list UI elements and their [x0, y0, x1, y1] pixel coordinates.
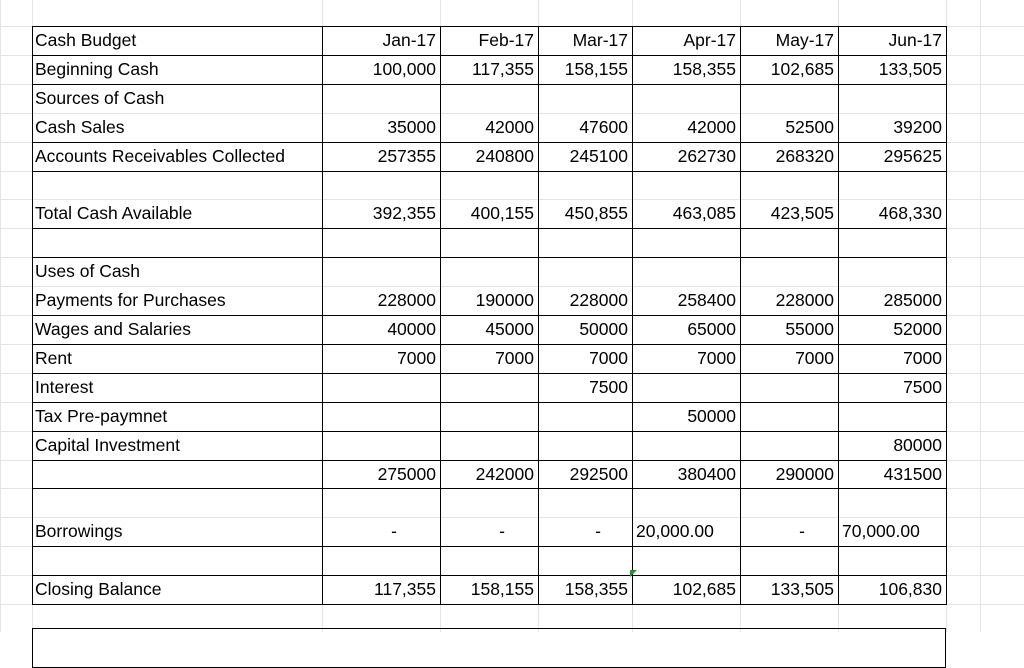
- sheet-title[interactable]: Cash Budget: [35, 30, 137, 50]
- row-label[interactable]: Tax Pre-paymnet: [35, 405, 168, 426]
- value-cell[interactable]: 100,000: [372, 58, 436, 79]
- month-header[interactable]: Jun-17: [888, 30, 942, 50]
- value-cell[interactable]: 117,355: [472, 58, 534, 79]
- value-cell[interactable]: [440, 488, 538, 516]
- value-cell[interactable]: 228000: [775, 290, 834, 311]
- gridline: [980, 0, 981, 632]
- value-cell[interactable]: [538, 257, 632, 285]
- value-cell[interactable]: 117,355: [374, 579, 436, 600]
- value-cell[interactable]: [632, 373, 740, 401]
- value-cell[interactable]: [632, 431, 740, 459]
- value-cell[interactable]: [740, 171, 838, 199]
- value-cell[interactable]: 228000: [377, 290, 436, 311]
- row-label[interactable]: Payments for Purchases: [35, 290, 226, 311]
- value-cell[interactable]: [838, 546, 946, 574]
- empty-text-box[interactable]: [32, 628, 946, 668]
- value-cell[interactable]: [838, 228, 946, 256]
- value-cell[interactable]: 158,155: [564, 58, 628, 79]
- value-cell[interactable]: 158,355: [672, 58, 736, 79]
- month-header[interactable]: Mar-17: [572, 30, 628, 50]
- value-cell[interactable]: 80000: [893, 434, 942, 455]
- value-cell[interactable]: -: [391, 521, 397, 542]
- value-cell[interactable]: 42000: [485, 116, 534, 137]
- value-cell[interactable]: 47600: [579, 116, 628, 137]
- value-cell[interactable]: 380400: [677, 463, 736, 484]
- value-cell[interactable]: 423,505: [770, 203, 834, 224]
- value-cell[interactable]: [440, 228, 538, 256]
- row-label[interactable]: Sources of Cash: [35, 87, 165, 108]
- value-cell[interactable]: 400,155: [470, 203, 534, 224]
- value-cell[interactable]: [538, 488, 632, 516]
- value-cell[interactable]: 7500: [589, 376, 628, 397]
- value-cell[interactable]: [538, 228, 632, 256]
- value-cell[interactable]: 295625: [883, 145, 942, 166]
- value-cell[interactable]: 35000: [387, 116, 436, 137]
- value-cell[interactable]: 52500: [785, 116, 834, 137]
- value-cell[interactable]: [440, 84, 538, 112]
- value-cell[interactable]: 431500: [883, 463, 942, 484]
- value-cell[interactable]: 258400: [677, 290, 736, 311]
- value-cell[interactable]: [440, 257, 538, 285]
- value-cell[interactable]: [838, 171, 946, 199]
- value-cell[interactable]: -: [499, 521, 505, 542]
- value-cell[interactable]: 7000: [589, 347, 628, 368]
- value-cell[interactable]: 275000: [377, 463, 436, 484]
- value-cell[interactable]: [632, 257, 740, 285]
- value-cell[interactable]: [838, 257, 946, 285]
- value-cell[interactable]: [838, 402, 946, 430]
- value-cell[interactable]: [632, 546, 740, 574]
- value-cell[interactable]: 240800: [475, 145, 534, 166]
- row-label[interactable]: Rent: [35, 347, 72, 368]
- row-label[interactable]: Capital Investment: [35, 434, 180, 455]
- value-cell[interactable]: 70,000.00: [842, 521, 920, 542]
- value-cell[interactable]: 262730: [677, 145, 736, 166]
- value-cell[interactable]: 190000: [475, 290, 534, 311]
- value-cell[interactable]: 285000: [883, 290, 942, 311]
- value-cell[interactable]: 133,505: [878, 58, 942, 79]
- row-label[interactable]: Uses of Cash: [35, 261, 141, 282]
- value-cell[interactable]: 40000: [387, 319, 436, 339]
- row-label[interactable]: Borrowings: [35, 521, 123, 542]
- value-cell[interactable]: 7500: [903, 376, 942, 397]
- value-cell[interactable]: 257355: [377, 145, 436, 166]
- value-cell[interactable]: [322, 84, 440, 112]
- value-cell[interactable]: 50000: [687, 405, 736, 426]
- value-cell[interactable]: [740, 373, 838, 401]
- value-cell[interactable]: 65000: [687, 319, 736, 339]
- value-cell[interactable]: [838, 488, 946, 516]
- value-cell[interactable]: 228000: [569, 290, 628, 311]
- row-label[interactable]: [32, 488, 322, 516]
- row-label[interactable]: [32, 228, 322, 256]
- value-cell[interactable]: [440, 171, 538, 199]
- month-header[interactable]: Feb-17: [478, 30, 534, 50]
- value-cell[interactable]: 392,355: [372, 203, 436, 224]
- value-cell[interactable]: [322, 488, 440, 516]
- value-cell[interactable]: [740, 257, 838, 285]
- value-cell[interactable]: 106,830: [878, 579, 942, 600]
- row-label[interactable]: [32, 460, 322, 488]
- value-cell[interactable]: 20,000.00: [636, 521, 714, 542]
- value-cell[interactable]: 450,855: [564, 203, 628, 224]
- value-cell[interactable]: 55000: [785, 319, 834, 339]
- value-cell[interactable]: 7000: [697, 347, 736, 368]
- value-cell[interactable]: 102,685: [672, 579, 736, 600]
- value-cell[interactable]: [322, 402, 440, 430]
- row-label[interactable]: Cash Sales: [35, 116, 125, 137]
- value-cell[interactable]: 7000: [903, 347, 942, 368]
- row-label[interactable]: Wages and Salaries: [35, 319, 191, 339]
- value-cell[interactable]: [440, 373, 538, 401]
- value-cell[interactable]: [440, 431, 538, 459]
- value-cell[interactable]: 268320: [775, 145, 834, 166]
- value-cell[interactable]: -: [799, 521, 805, 542]
- value-cell[interactable]: 133,505: [770, 579, 834, 600]
- value-cell[interactable]: [740, 228, 838, 256]
- month-header[interactable]: Apr-17: [683, 30, 736, 50]
- value-cell[interactable]: 50000: [579, 319, 628, 339]
- value-cell[interactable]: 468,330: [878, 203, 942, 224]
- value-cell[interactable]: [632, 84, 740, 112]
- row-label[interactable]: Total Cash Available: [35, 203, 193, 224]
- value-cell[interactable]: [632, 228, 740, 256]
- value-cell[interactable]: [538, 402, 632, 430]
- row-label[interactable]: Interest: [35, 376, 94, 397]
- value-cell[interactable]: [538, 84, 632, 112]
- month-header[interactable]: Jan-17: [382, 30, 436, 50]
- value-cell[interactable]: [322, 546, 440, 574]
- value-cell[interactable]: 7000: [397, 347, 436, 368]
- value-cell[interactable]: [838, 84, 946, 112]
- row-label[interactable]: Closing Balance: [35, 579, 162, 600]
- value-cell[interactable]: [538, 171, 632, 199]
- value-cell[interactable]: [740, 84, 838, 112]
- value-cell[interactable]: 158,155: [470, 579, 534, 600]
- value-cell[interactable]: [740, 431, 838, 459]
- value-cell[interactable]: [740, 488, 838, 516]
- value-cell[interactable]: 7000: [495, 347, 534, 368]
- value-cell[interactable]: [538, 431, 632, 459]
- value-cell[interactable]: 52000: [893, 319, 942, 339]
- value-cell[interactable]: 39200: [893, 116, 942, 137]
- value-cell[interactable]: 7000: [795, 347, 834, 368]
- value-cell[interactable]: [322, 373, 440, 401]
- value-cell[interactable]: [322, 431, 440, 459]
- value-cell[interactable]: 463,085: [672, 203, 736, 224]
- month-header[interactable]: May-17: [775, 30, 834, 50]
- value-cell[interactable]: 292500: [569, 463, 628, 484]
- value-cell[interactable]: [538, 546, 632, 574]
- value-cell[interactable]: 42000: [687, 116, 736, 137]
- value-cell[interactable]: 245100: [569, 145, 628, 166]
- cell-border: [32, 604, 947, 605]
- row-label[interactable]: [32, 171, 322, 199]
- value-cell[interactable]: [632, 488, 740, 516]
- row-label[interactable]: Beginning Cash: [35, 58, 159, 79]
- row-label[interactable]: [32, 546, 322, 574]
- value-cell[interactable]: 158,355: [564, 579, 628, 600]
- value-cell[interactable]: [440, 546, 538, 574]
- value-cell[interactable]: [740, 402, 838, 430]
- value-cell[interactable]: [322, 171, 440, 199]
- value-cell[interactable]: [440, 402, 538, 430]
- value-cell[interactable]: [740, 546, 838, 574]
- value-cell[interactable]: [322, 257, 440, 285]
- value-cell[interactable]: 242000: [475, 463, 534, 484]
- row-label[interactable]: Accounts Receivables Collected: [35, 145, 285, 166]
- value-cell[interactable]: -: [595, 521, 601, 542]
- value-cell[interactable]: 102,685: [770, 58, 834, 79]
- gridline: [0, 0, 1, 632]
- value-cell[interactable]: 45000: [485, 319, 534, 339]
- value-cell[interactable]: 290000: [775, 463, 834, 484]
- value-cell[interactable]: [322, 228, 440, 256]
- value-cell[interactable]: [632, 171, 740, 199]
- cell-error-indicator-icon: [630, 570, 637, 577]
